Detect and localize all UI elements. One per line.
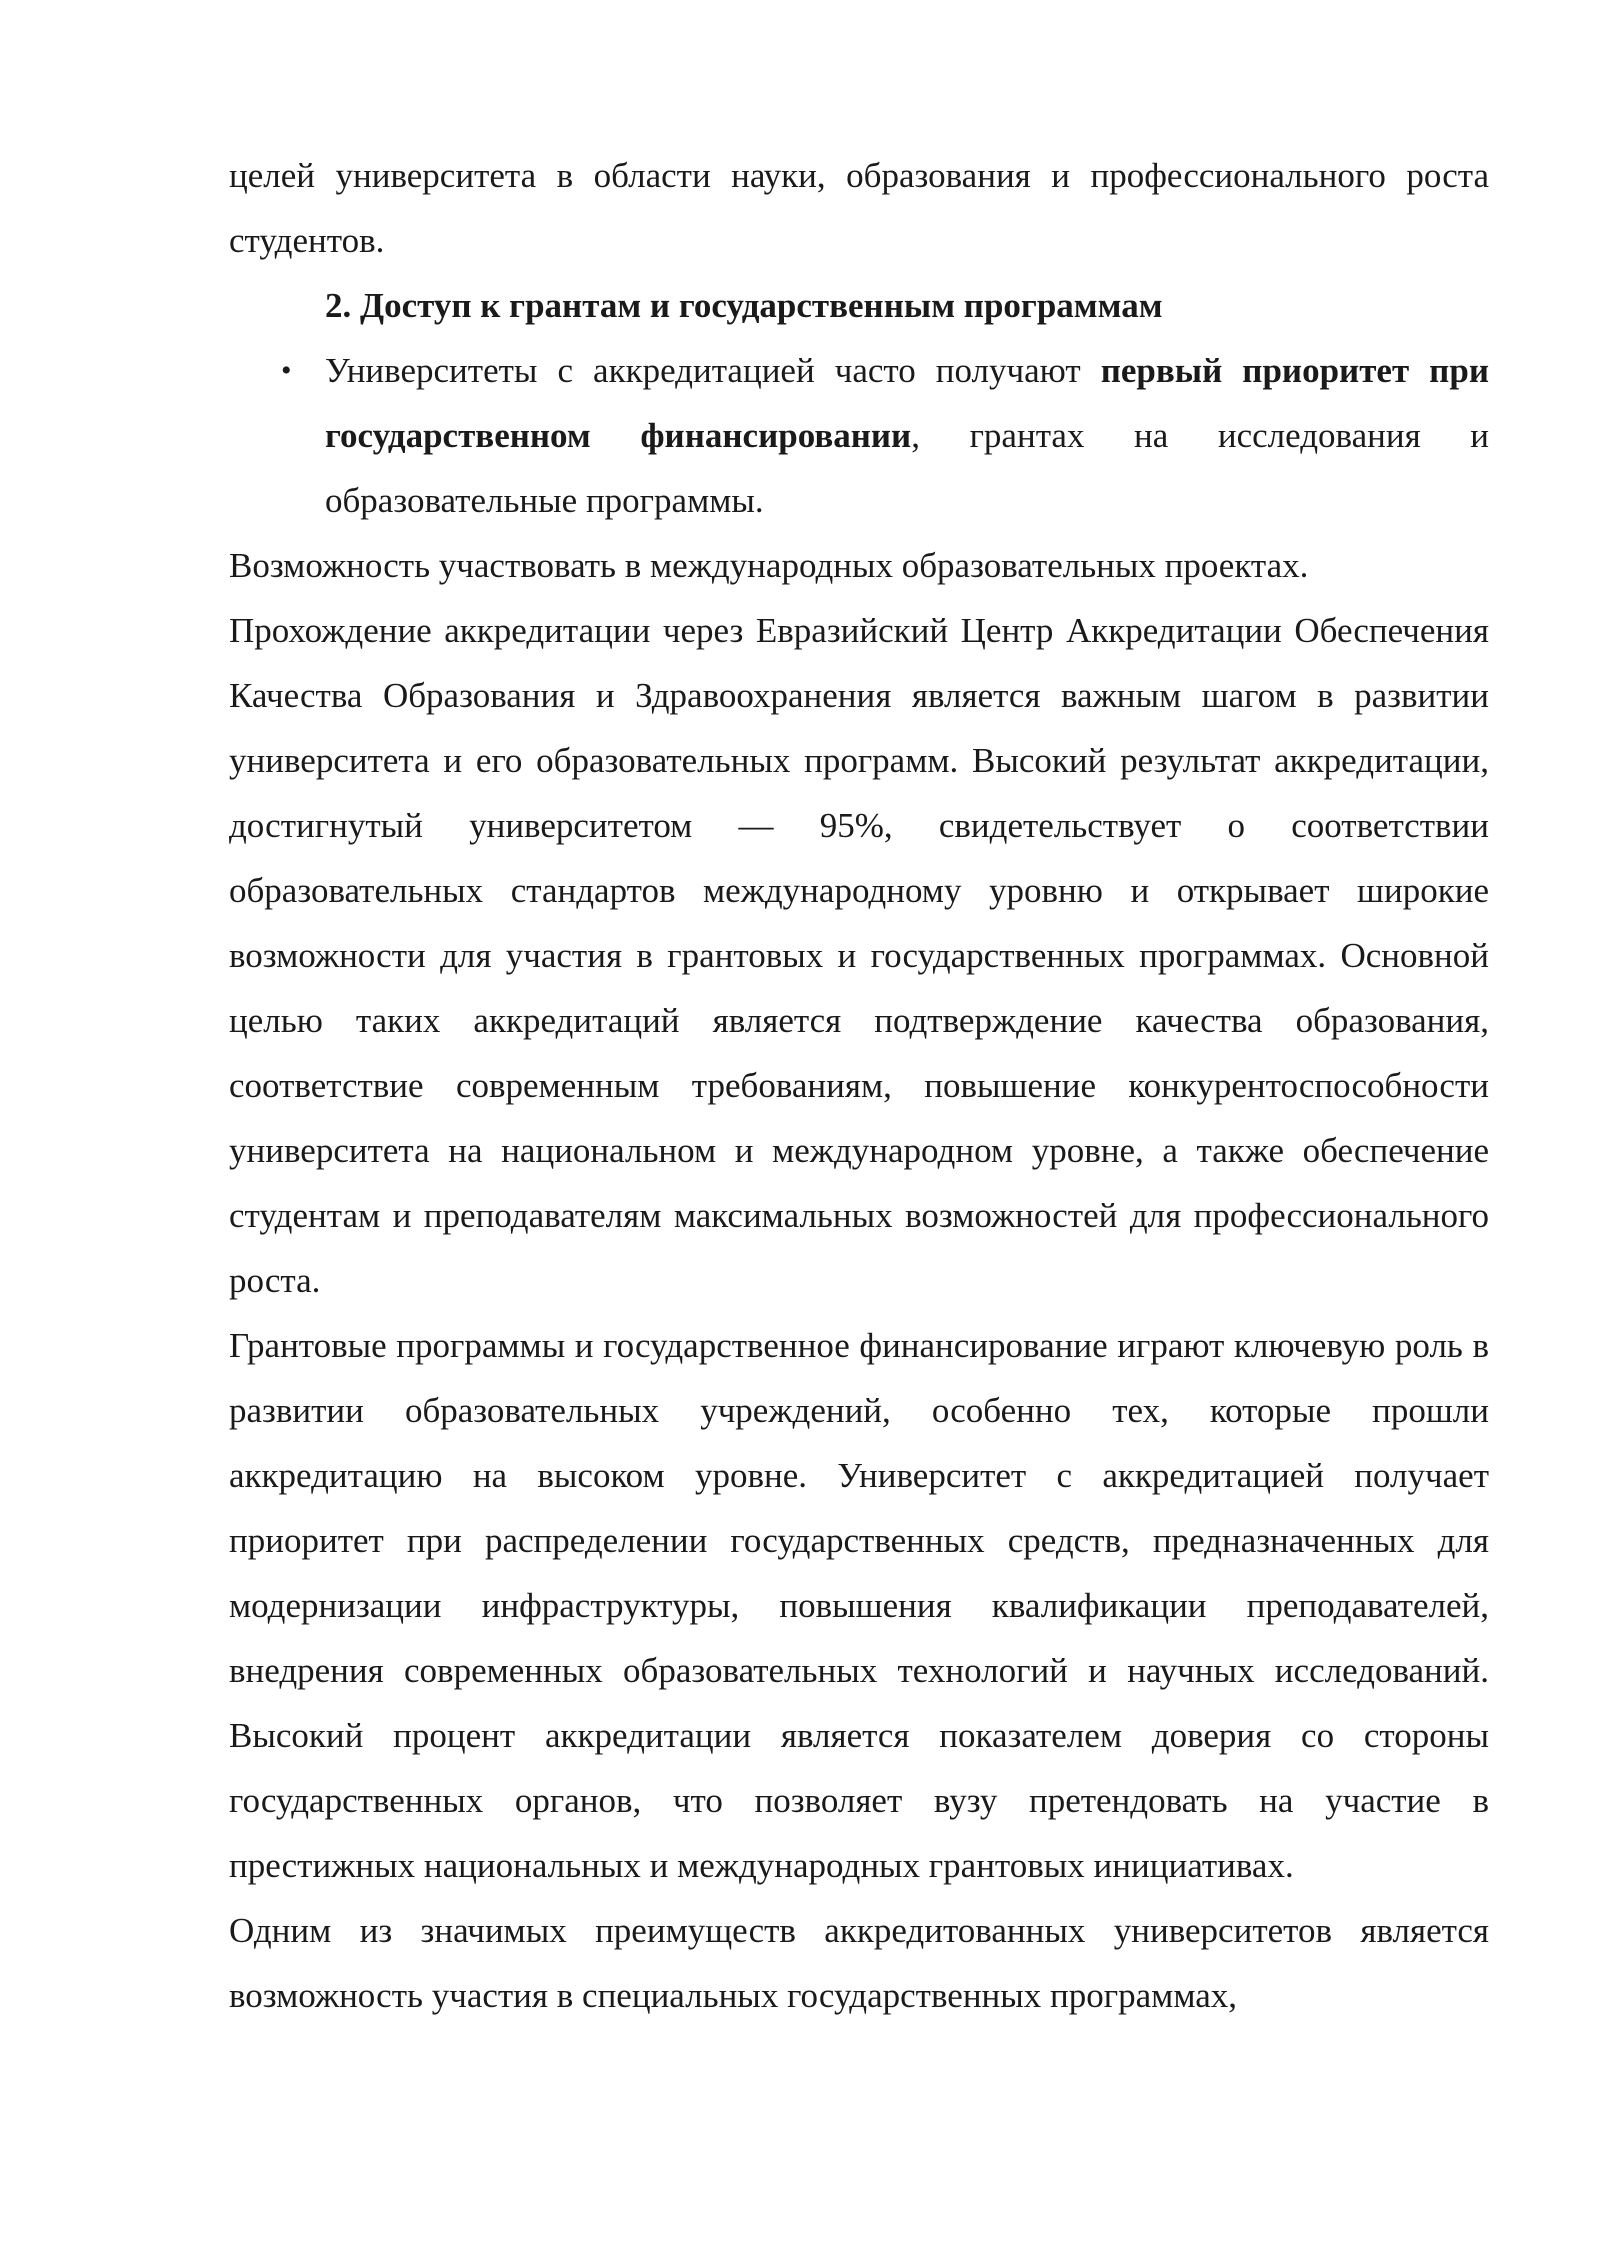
paragraph-grant-programs: Грантовые программы и государственное финансирование играют ключевую роль в развитии образовательных учреждений, особенно тех, которые прошли аккредитацию на высоком уровне. Университет с аккредитацией получает приоритет при распределении государственных средств, предназначенных для модернизации инфраструктуры, повышения квалификации преподавателей, внедрения современных образовательных технологий и научных исследований. Высокий процент аккредитации является показателем доверия со стороны государственных органов, что позволяет вузу претендовать на участие в престижных национальных и международных грантовых инициативах.	[229, 1326, 1489, 1885]
bullet-text-before: Университеты с аккредитацией часто получают	[325, 351, 1101, 390]
bullet-list	[229, 338, 1489, 533]
bullet-marker: •	[281, 354, 292, 387]
bullet-bold-text: первый приоритет при государственном финансировании	[325, 351, 1489, 455]
paragraph-accreditation-result: Прохождение аккредитации через Евразийский Центр Аккредитации Обеспечения Качества Образования и Здравоохранения является важным шагом в развитии университета и его образовательных программ. Высокий результат аккредитации, достигнутый университетом — 95%, свидетельствует о соответствии образовательных стандартов международному уровню и открывает широкие возможности для участия в грантовых и государственных программах. Основной целью таких аккредитаций является подтверждение качества образования, соответствие современным требованиям, повышение конкурентоспособности университета на национальном и международном уровне, а также обеспечение студентам и преподавателям максимальных возможностей для профессионального роста.	[229, 611, 1489, 1300]
section-heading: 2. Доступ к грантам и государственным программам	[325, 286, 1163, 325]
bullet-item	[229, 338, 1489, 533]
paragraph-advantages: Одним из значимых преимуществ аккредитованных университетов является возможность участия в специальных государственных программах,	[229, 1911, 1489, 2015]
bullet-text-after: , грантах на исследования и образовательные программы.	[325, 416, 1490, 520]
document-page	[229, 143, 1489, 2028]
continuation-paragraph: целей университета в области науки, образования и профессионального роста студентов.	[229, 156, 1489, 260]
paragraph-international-projects: Возможность участвовать в международных образовательных проектах.	[229, 546, 1309, 585]
